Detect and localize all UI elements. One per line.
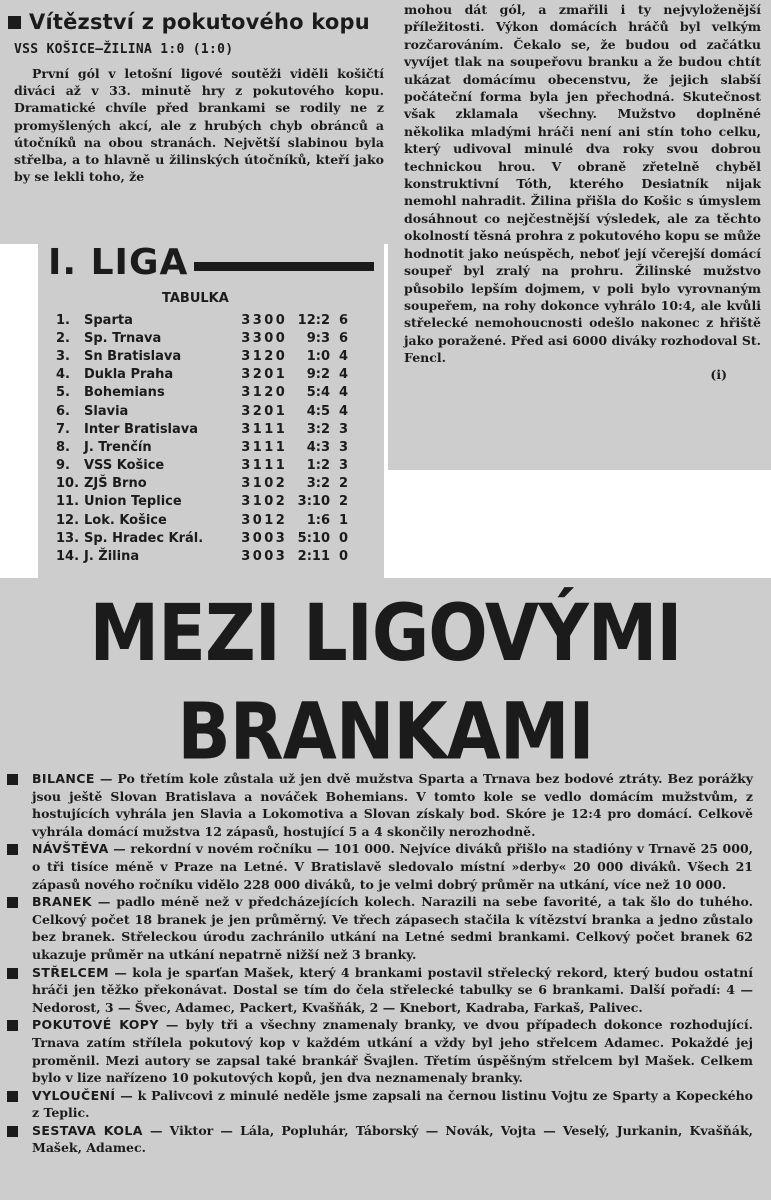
team-cell: Lok. Košice <box>84 512 167 528</box>
item-text: — byly tři a všechny znamenaly branky, ve dvou případech dokonce rozhodující. Trnava zatím střílela pokutový kop v každém utkání a vždy byl jeho střelcem Adamec. Pokaždé jej proměnil. Mezi autory se zapsal také brankář Švajlen. Třetím úspěšným střelcem byl Mašek. Celkem bylo v lize nařízeno 10 pokutových kopů, jen dva neznamenaly branky. <box>32 1017 753 1086</box>
rank-cell: 14. <box>56 549 80 565</box>
losses-cell: 0 <box>275 348 285 364</box>
points-cell: 3 <box>338 439 348 455</box>
item-text: — Viktor — Lála, Popluhár, Táborský — Novák, Vojta — Veselý, Jurkanin, Kvašňák, Mašek, Adamec. <box>32 1122 753 1156</box>
draws-cell: 0 <box>264 549 274 565</box>
goals-cell: 4:3 <box>306 439 330 455</box>
points-cell: 0 <box>338 530 348 546</box>
played-cell: 3 <box>241 458 251 474</box>
goals-cell: 5:4 <box>306 385 330 401</box>
losses-cell: 0 <box>275 330 285 346</box>
wins-cell: 1 <box>252 476 262 492</box>
team-cell: Sn Bratislava <box>84 348 182 364</box>
table-row <box>56 475 384 493</box>
rank-cell: 4. <box>56 367 70 383</box>
square-bullet-icon <box>7 1020 18 1031</box>
points-cell: 4 <box>338 367 348 383</box>
losses-cell: 1 <box>275 421 285 437</box>
rank-cell: 11. <box>56 494 80 510</box>
table-row <box>56 311 384 329</box>
goals-cell: 9:3 <box>306 330 330 346</box>
item-keyword: NÁVŠTĚVA <box>32 841 109 857</box>
rank-cell: 2. <box>56 330 70 346</box>
wins-cell: 2 <box>252 367 262 383</box>
standings-table <box>56 311 384 566</box>
played-cell: 3 <box>241 530 251 546</box>
draws-cell: 0 <box>264 530 274 546</box>
points-cell: 4 <box>338 348 348 364</box>
points-cell: 2 <box>338 494 348 510</box>
played-cell: 3 <box>241 367 251 383</box>
losses-cell: 1 <box>275 458 285 474</box>
item-text: — padlo méně než v předcházejících kolech. Narazili na sebe favorité, a tak šlo do tuhého. Celkový počet 18 branek je jen průměrný. Ve třech zápasech stačila k vítězství branka a jedno zůstalo bez branek. Střeleckou úrodu zachránilo utkání na Letné sedmi brankami. Celkový počet branek 62 ukazuje průměr na utkání nepatrně nižší než 3 branky. <box>32 894 753 962</box>
goals-cell: 9:2 <box>306 367 330 383</box>
points-cell: 3 <box>338 458 348 474</box>
item-keyword: STŘELCEM <box>32 964 110 980</box>
rank-cell: 5. <box>56 385 70 401</box>
headline-text: Vítězství z pokutového kopu <box>29 10 370 34</box>
goals-cell: 12:2 <box>297 312 330 328</box>
item-keyword: SESTAVA KOLA <box>32 1122 143 1138</box>
goals-cell: 2:11 <box>297 549 330 565</box>
match-score: VSS KOŠICE—ŽILINA 1:0 (1:0) <box>14 42 234 57</box>
table-row <box>56 547 384 565</box>
losses-cell: 1 <box>275 367 285 383</box>
points-cell: 6 <box>338 330 348 346</box>
title-rule <box>194 262 374 271</box>
table-row <box>56 402 384 420</box>
article-paragraph-left: První gól v letošní ligové soutěži viděli košičtí diváci až v 33. minutě hry z pokutového kopu. Dramatické chvíle před brankami se rodily ne z promyšlených akcí, ale z hrubých chyb obránců a útočníků na obou stranách. Největší slabinou byla střelba, a to hlavně u žilinských útočníků, kteří jako by se lekli toho, že <box>14 66 384 185</box>
goals-cell: 5:10 <box>297 530 330 546</box>
played-cell: 3 <box>241 403 251 419</box>
roundup-title: MEZI LIGOVÝMI BRANKAMI <box>89 587 682 778</box>
roundup-item <box>32 1087 753 1122</box>
roundup-items <box>0 770 771 1157</box>
article-signature: (i) <box>710 366 727 382</box>
roundup-item <box>32 893 753 963</box>
table-row <box>56 384 384 402</box>
wins-cell: 1 <box>252 421 262 437</box>
item-keyword: BRANEK <box>32 894 92 910</box>
draws-cell: 1 <box>264 421 274 437</box>
rank-cell: 12. <box>56 512 80 528</box>
played-cell: 3 <box>241 421 251 437</box>
points-cell: 2 <box>338 476 348 492</box>
goals-cell: 1:6 <box>306 512 330 528</box>
table-row <box>56 438 384 456</box>
wins-cell: 1 <box>252 385 262 401</box>
played-cell: 3 <box>241 476 251 492</box>
wins-cell: 1 <box>252 348 262 364</box>
draws-cell: 1 <box>264 512 274 528</box>
roundup-item <box>32 964 753 1017</box>
article-clipping <box>0 0 392 244</box>
wins-cell: 0 <box>252 549 262 565</box>
team-cell: Union Teplice <box>84 494 182 510</box>
square-bullet-icon <box>7 844 18 855</box>
team-cell: Sp. Hradec Král. <box>84 530 204 546</box>
article-paragraph-right: mohou dát gól, a zmařili i ty nejvyloženější příležitosti. Výkon domácích hráčů byl velkým rozčarováním. Čekalo se, že budou od začátku vyvíjet tlak na soupeřovu branku a že budou chtít ukázat domácímu obecenstvu, že jejich slabší počáteční forma byla jen přechodná. Skutečnost však zklamala všechny. Mužstvo doplněné několika mladými hráči není ani stín toho celku, který udivoval minulé dva roky svou dobrou technickou hrou. V obraně zřetelně chyběl konstruktivní Tóth, kterého Desiatník nijak nemohl nahradit. Žilina přišla do Košic s úmyslem dosáhnout co nejčestnější výsledek, ale za těchto okolností těsná prohra z pokutového kopu se může hodnotit jako neúspěch, neboť její včerejší domácí soupeř byl zralý na prohru. Žilinské mužstvo působilo lepším dojmem, v poli bylo vyrovnaným soupeřem, na rohy dokonce vyhrálo 10:4, ale kvůli střelecké nemohoucnosti odešlo nakonec z hřiště jako poražené. Před asi 6000 diváky rozhodoval St. Fencl. <box>404 2 761 366</box>
team-cell: VSS Košice <box>84 458 165 474</box>
points-cell: 1 <box>338 512 348 528</box>
team-cell: Sparta <box>84 312 133 328</box>
played-cell: 3 <box>241 512 251 528</box>
losses-cell: 0 <box>275 312 285 328</box>
losses-cell: 3 <box>275 530 285 546</box>
losses-cell: 2 <box>275 494 285 510</box>
article-headline <box>8 10 392 34</box>
square-bullet-icon <box>8 16 21 29</box>
points-cell: 0 <box>338 549 348 565</box>
goals-cell: 1:0 <box>306 348 330 364</box>
wins-cell: 0 <box>252 512 262 528</box>
losses-cell: 1 <box>275 403 285 419</box>
square-bullet-icon <box>7 774 18 785</box>
item-keyword: POKUTOVÉ KOPY <box>32 1017 159 1033</box>
draws-cell: 0 <box>264 494 274 510</box>
roundup-item <box>32 1016 753 1086</box>
points-cell: 3 <box>338 421 348 437</box>
square-bullet-icon <box>7 968 18 979</box>
item-keyword: BILANCE <box>32 771 95 786</box>
draws-cell: 0 <box>264 476 274 492</box>
rank-cell: 13. <box>56 530 80 546</box>
league-title-text: I. LIGA <box>48 242 189 283</box>
points-cell: 6 <box>338 312 348 328</box>
rank-cell: 3. <box>56 348 70 364</box>
draws-cell: 1 <box>264 458 274 474</box>
losses-cell: 1 <box>275 439 285 455</box>
draws-cell: 1 <box>264 439 274 455</box>
points-cell: 4 <box>338 403 348 419</box>
item-text: — rekordní v novém ročníku — 101 000. Nejvíce diváků přišlo na stadióny v Trnavě 25 000, o tři tisíce méně v Praze na Letné. V Bratislavě sledovalo místní »derby« 20 000 diváků. Všech 21 zápasů nového ročníku vidělo 228 000 diváků, to je velmi dobrý průměr na utkání, více než 10 000. <box>32 841 753 892</box>
league-title <box>48 242 384 283</box>
table-row <box>56 511 384 529</box>
square-bullet-icon <box>7 1091 18 1102</box>
goals-cell: 3:2 <box>306 476 330 492</box>
played-cell: 3 <box>241 439 251 455</box>
table-row <box>56 347 384 365</box>
league-table-clipping <box>38 240 384 582</box>
played-cell: 3 <box>241 348 251 364</box>
roundup-clipping <box>0 578 771 1200</box>
wins-cell: 1 <box>252 458 262 474</box>
wins-cell: 3 <box>252 312 262 328</box>
wins-cell: 2 <box>252 403 262 419</box>
rank-cell: 9. <box>56 458 70 474</box>
table-row <box>56 366 384 384</box>
draws-cell: 2 <box>264 385 274 401</box>
played-cell: 3 <box>241 385 251 401</box>
draws-cell: 0 <box>264 367 274 383</box>
wins-cell: 1 <box>252 439 262 455</box>
losses-cell: 0 <box>275 385 285 401</box>
article-signature-row <box>404 367 727 382</box>
draws-cell: 0 <box>264 403 274 419</box>
goals-cell: 1:2 <box>306 458 330 474</box>
item-text: — k Palivcovi z minulé neděle jsme zapsali na černou listinu Vojtu ze Sparty a Kopeckého z Teplic. <box>32 1087 753 1121</box>
draws-cell: 2 <box>264 348 274 364</box>
square-bullet-icon <box>7 1126 18 1137</box>
roundup-item <box>32 770 753 840</box>
team-cell: Sp. Trnava <box>84 330 162 346</box>
played-cell: 3 <box>241 494 251 510</box>
item-keyword: VYLOUČENÍ <box>32 1087 116 1103</box>
team-cell: Dukla Praha <box>84 367 174 383</box>
played-cell: 3 <box>241 330 251 346</box>
losses-cell: 3 <box>275 549 285 565</box>
draws-cell: 0 <box>264 312 274 328</box>
team-cell: Bohemians <box>84 385 165 401</box>
draws-cell: 0 <box>264 330 274 346</box>
team-cell: J. Trenčín <box>84 439 152 455</box>
goals-cell: 3:2 <box>306 421 330 437</box>
item-text: — Po třetím kole zůstala už jen dvě mužstva Sparta a Trnava bez bodové ztráty. Bez porážky jsou ještě Slovan Bratislava a nováček Bohemians. V tomto kole se vedlo domácím mužstvům, z hostujících vyhrála jen Slavia a Lokomotiva a Slovan získaly bod. Skóre je 12:4 pro domácí. Celkově vyhrála domácí mužstva 12 zápasů, hostující 5 a 4 skončily nerozhodně. <box>32 771 753 839</box>
rank-cell: 7. <box>56 421 70 437</box>
goals-cell: 3:10 <box>297 494 330 510</box>
item-text: — kola je sparťan Mašek, který 4 brankami postavil střelecký rekord, který budou ostatní hráči jen těžko překonávat. Dostal se tím do čela střelecké tabulky se 6 brankami. Další pořadí: 4 — Nedorost, 3 — Švec, Adamec, Packert, Kvašňák, 2 — Knebort, Kadraba, Farkaš, Palivec. <box>32 964 753 1015</box>
played-cell: 3 <box>241 549 251 565</box>
wins-cell: 1 <box>252 494 262 510</box>
table-row <box>56 420 384 438</box>
wins-cell: 0 <box>252 530 262 546</box>
points-cell: 4 <box>338 385 348 401</box>
roundup-item <box>32 1122 753 1157</box>
rank-cell: 6. <box>56 403 70 419</box>
wins-cell: 3 <box>252 330 262 346</box>
goals-cell: 4:5 <box>306 403 330 419</box>
losses-cell: 2 <box>275 476 285 492</box>
article-continuation <box>388 0 771 470</box>
team-cell: Inter Bratislava <box>84 421 199 437</box>
table-row <box>56 457 384 475</box>
team-cell: J. Žilina <box>84 549 140 565</box>
team-cell: Slavia <box>84 403 129 419</box>
roundup-item <box>32 840 753 893</box>
played-cell: 3 <box>241 312 251 328</box>
square-bullet-icon <box>7 897 18 908</box>
rank-cell: 10. <box>56 476 80 492</box>
rank-cell: 1. <box>56 312 70 328</box>
losses-cell: 2 <box>275 512 285 528</box>
table-row <box>56 529 384 547</box>
rank-cell: 8. <box>56 439 70 455</box>
table-row <box>56 493 384 511</box>
team-cell: ZJŠ Brno <box>84 476 147 492</box>
table-row <box>56 329 384 347</box>
table-heading: TABULKA <box>162 291 229 306</box>
